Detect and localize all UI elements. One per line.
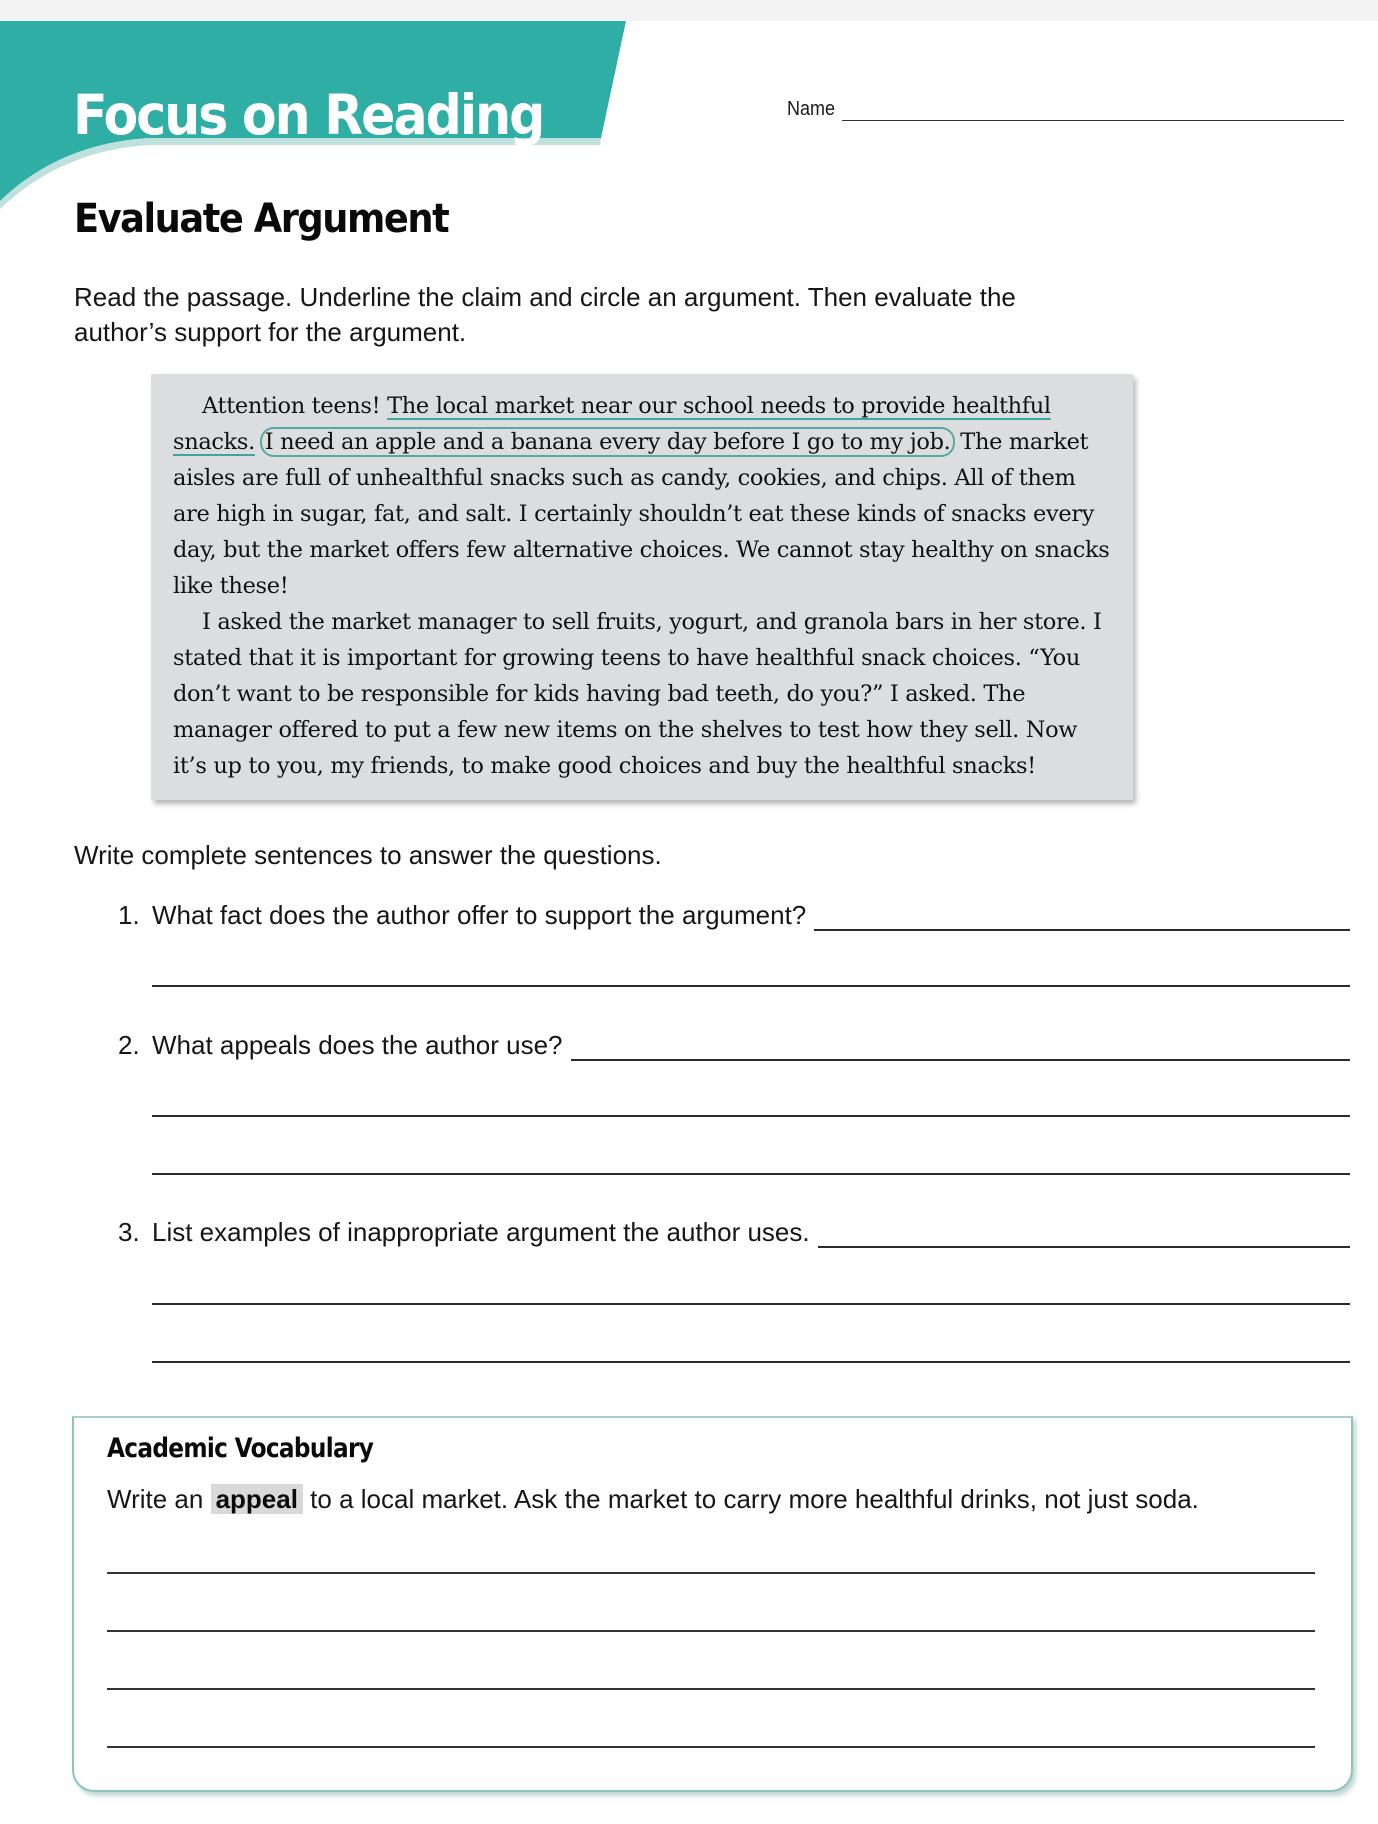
- answer-line[interactable]: [152, 1115, 1350, 1117]
- question-number: 1.: [118, 900, 140, 930]
- answer-line[interactable]: [152, 985, 1350, 987]
- question-number: 2.: [118, 1030, 140, 1060]
- academic-vocabulary-box: [72, 1416, 1353, 1792]
- name-field: [787, 96, 1344, 121]
- vocab-answer-line[interactable]: [107, 1572, 1315, 1574]
- vocab-prompt-end: to a local market. Ask the market to carry more healthful drinks, not just soda.: [302, 1484, 1199, 1514]
- question-2: [118, 1030, 1350, 1061]
- question-1: [118, 900, 1350, 931]
- passage-paragraph-2: I asked the market manager to sell fruits, yogurt, and granola bars in her store. I stated that it is important for growing teens to have healthful snack choices. “You don’t want to be responsible for kids having bad teeth, do you?” I asked. The manager offered to put a few new items on the shelves to test how they sell. Now it’s up to you, my friends, to make good choices and buy the healthful snacks!: [173, 609, 1102, 779]
- passage-body: The market aisles are full of unhealthful snacks such as candy, cookies, and chips. All of them are high in sugar, fat, and salt. I certainly shouldn’t eat these kinds of snacks every day, but the market offers few alternative choices. We cannot stay healthy on snacks like these!: [173, 429, 1110, 599]
- reading-passage: [151, 374, 1133, 800]
- answer-line[interactable]: [818, 1222, 1350, 1248]
- vocab-answer-line[interactable]: [107, 1688, 1315, 1690]
- top-margin-bar: [0, 0, 1378, 21]
- vocab-title: Academic Vocabulary: [107, 1433, 374, 1464]
- question-number: 3.: [118, 1217, 140, 1247]
- questions-prompt: Write complete sentences to answer the questions.: [74, 840, 662, 870]
- question-3: [118, 1217, 1350, 1248]
- answer-line[interactable]: [152, 1361, 1350, 1363]
- vocab-prompt: [107, 1484, 1199, 1515]
- vocab-answer-line[interactable]: [107, 1746, 1315, 1748]
- instructions: Read the passage. Underline the claim and circle an argument. Then evaluate the author’s support for the argument.: [74, 282, 1016, 347]
- passage-intro: Attention teens!: [202, 393, 388, 419]
- circled-argument: I need an apple and a banana every day before I go to my job.: [260, 427, 956, 457]
- question-text: What fact does the author offer to support the argument?: [152, 900, 807, 930]
- underlined-claim: The local market near our school needs to provide healthful snacks.: [173, 393, 1051, 455]
- header-banner: [0, 21, 640, 211]
- answer-line[interactable]: [152, 1303, 1350, 1305]
- answer-line[interactable]: [814, 905, 1350, 931]
- answer-line[interactable]: [152, 1173, 1350, 1175]
- answer-line[interactable]: [571, 1035, 1350, 1061]
- name-input-line[interactable]: [842, 96, 1344, 121]
- section-title: Evaluate Argument: [74, 196, 449, 242]
- banner-title: Focus on Reading: [73, 83, 544, 147]
- passage-paragraph-1: [173, 388, 1113, 604]
- vocab-word: appeal: [211, 1484, 303, 1514]
- vocab-answer-line[interactable]: [107, 1630, 1315, 1632]
- name-label: Name: [787, 98, 836, 120]
- vocab-prompt-start: Write an: [107, 1484, 211, 1514]
- question-text: List examples of inappropriate argument the author uses.: [152, 1217, 810, 1247]
- question-text: What appeals does the author use?: [152, 1030, 563, 1060]
